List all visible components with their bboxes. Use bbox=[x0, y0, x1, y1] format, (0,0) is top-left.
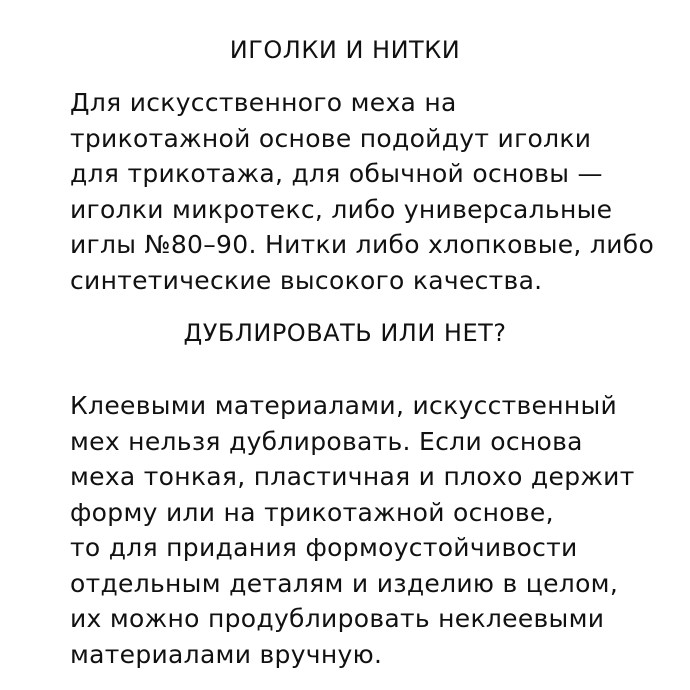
section-heading-needles-threads: ИГОЛКИ И НИТКИ bbox=[229, 36, 461, 64]
paragraph-line: меха тонкая, пластичная и плохо держит bbox=[70, 462, 635, 491]
paragraph-line: мех нельзя дублировать. Если основа bbox=[70, 426, 583, 456]
paragraph-needles-threads bbox=[70, 85, 655, 298]
paragraph-line: то для придания формоустойчивости bbox=[70, 533, 578, 562]
paragraph-line: материалами вручную. bbox=[70, 639, 383, 669]
paragraph-line: их можно продублировать неклеевыми bbox=[70, 604, 605, 633]
paragraph-line: форму или на трикотажной основе, bbox=[70, 497, 554, 527]
paragraph-duplicate bbox=[70, 388, 640, 672]
section-heading-duplicate: ДУБЛИРОВАТЬ ИЛИ НЕТ? bbox=[183, 319, 507, 347]
paragraph-line: трикотажной основе подойдут иголки bbox=[70, 123, 592, 153]
paragraph-line: синтетические высокого качества. bbox=[70, 265, 543, 295]
paragraph-line: иглы №80–90. Нитки либо хлопковые, либо bbox=[70, 230, 655, 259]
paragraph-line: для трикотажа, для обычной основы — bbox=[70, 159, 603, 188]
paragraph-line: отдельным деталям и изделию в целом, bbox=[70, 568, 619, 598]
paragraph-line: иголки микротекс, либо универсальные bbox=[70, 194, 613, 224]
paragraph-line: Клеевыми материалами, искусственный bbox=[70, 391, 618, 420]
paragraph-line: Для искусственного меха на bbox=[70, 88, 457, 117]
